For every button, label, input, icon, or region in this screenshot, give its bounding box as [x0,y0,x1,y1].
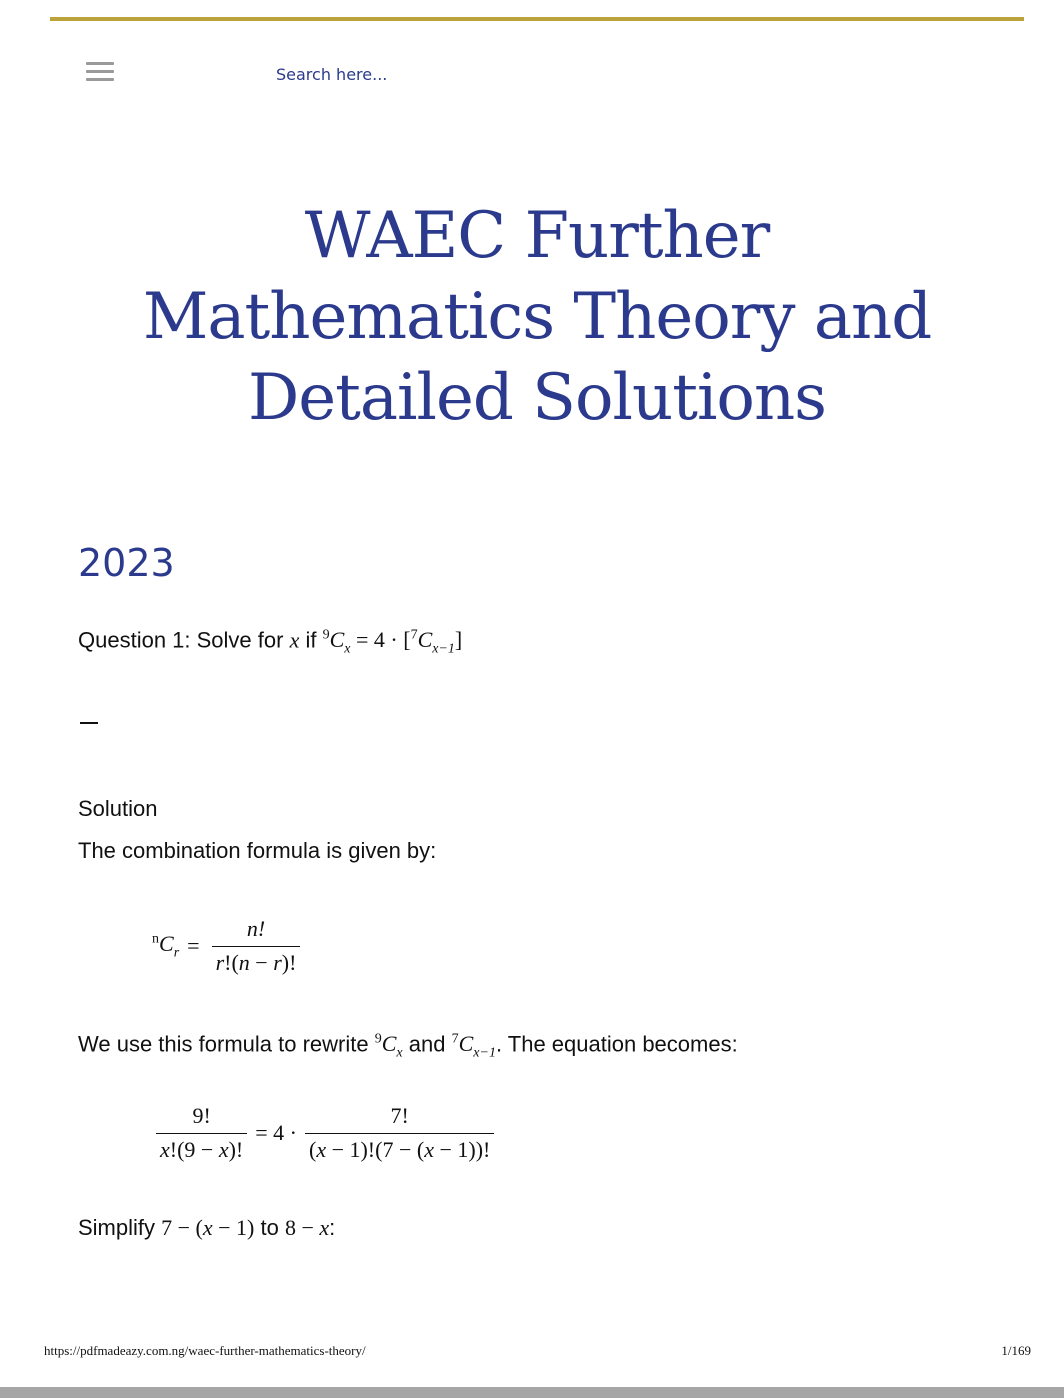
simplify-prefix: Simplify [78,1215,156,1240]
math-9cx: $^9C_x$ [374,1031,403,1061]
question-1-prefix: Question 1: Solve for [78,627,284,653]
horizontal-scrollbar[interactable] [0,1387,1064,1398]
rewrite-prefix: We use this formula to rewrite [78,1031,369,1057]
hamburger-menu-icon[interactable] [86,62,114,84]
math-var-x: x [289,627,300,653]
math-question-equation: $^9C_x = 4 \cdot [^7C_{x-1}]$ [322,627,463,657]
rewrite-line [78,1026,738,1068]
simplify-line [78,1214,335,1242]
footer-url: https://pdfmadeazy.com.ng/waec-further-mathematics-theory/ [44,1343,366,1358]
question-1-mid: if [305,627,317,653]
page-title: WAEC Further Mathematics Theory and Detailed Solutions [142,199,932,435]
expanded-equation: $\frac{9!}{x!(9 - x)!}$ = 4 · $\frac{7!}{(x - 1)!(7 - (x - 1))!}$ [152,1103,498,1163]
rewrite-and: and [408,1031,446,1057]
rewrite-suffix: . The equation becomes: [495,1031,738,1057]
math-7-minus-x-1: 7 − (x − 1) [161,1215,255,1240]
combination-formula: $^nC_r$ = $\frac{n!}{r!(n - r)!}$ [152,916,304,976]
solution-intro: The combination formula is given by: [78,838,437,863]
simplify-suffix: : [329,1215,336,1240]
simplify-to: to [260,1215,279,1240]
solution-heading: Solution [78,796,158,821]
math-7cx-1: $^7C_{x-1}$ [451,1031,496,1061]
footer-page-number: 1/169 [1001,1343,1031,1358]
top-rule [50,17,1024,21]
question-1 [78,622,462,664]
math-8-minus-x: 8 − x [284,1215,330,1240]
separator-dash [80,722,98,724]
search-input[interactable] [276,62,576,86]
year-heading: 2023 [78,541,175,585]
